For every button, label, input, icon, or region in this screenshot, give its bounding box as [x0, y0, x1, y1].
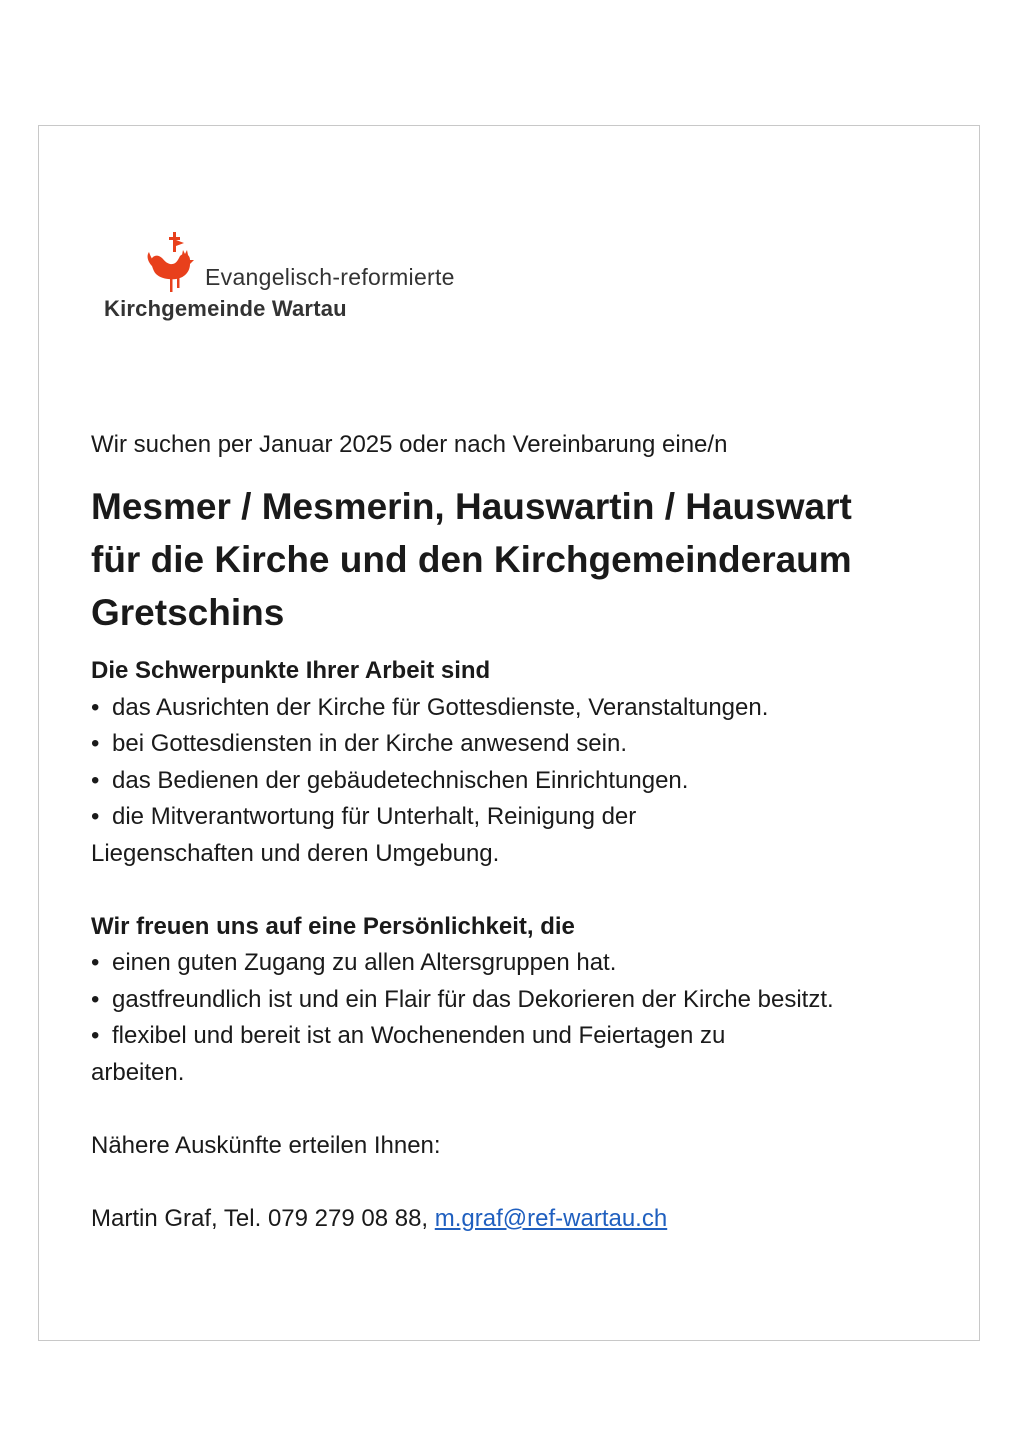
bullet-icon: • [91, 803, 100, 830]
rooster-cross-icon [146, 230, 206, 294]
job-title-line3: Gretschins [91, 592, 285, 633]
contact-line [91, 1201, 951, 1238]
list-item: • das Ausrichten der Kirche für Gottesdienste, Veranstaltungen. [91, 690, 951, 727]
contact-name-phone: Martin Graf, Tel. 079 279 08 88, [91, 1204, 429, 1232]
list-item: • die Mitverantwortung für Unterhalt, Reinigung der Liegenschaften und deren Umgebung. [91, 799, 731, 872]
focus-heading: Die Schwerpunkte Ihrer Arbeit sind [91, 657, 491, 684]
bullet-icon: • [91, 693, 100, 721]
list-item: • einen guten Zugang zu allen Altersgruppen hat. [91, 945, 951, 982]
job-title [91, 480, 951, 639]
bullet-icon: • [91, 949, 100, 976]
list-item: • bei Gottesdiensten in der Kirche anwesend sein. [91, 726, 951, 763]
job-posting [91, 428, 951, 1237]
info-text: Nähere Auskünfte erteilen Ihnen: [91, 1131, 441, 1159]
bullet-icon: • [91, 730, 100, 757]
bullet-icon: • [91, 1022, 100, 1049]
contact-email-link[interactable]: m.graf@ref-wartau.ch [434, 1204, 668, 1232]
job-title-line2: für die Kirche und den Kirchgemeinderaum [91, 539, 852, 580]
bullet-icon: • [91, 985, 100, 1013]
list-item: • flexibel und bereit ist an Wochenenden und Feiertagen zu arbeiten. [91, 1018, 811, 1091]
church-logo [104, 230, 484, 325]
personality-heading: Wir freuen uns auf eine Persönlichkeit, die [91, 912, 575, 940]
list-item: • gastfreundlich ist und ein Flair für das Dekorieren der Kirche besitzt. [91, 982, 841, 1019]
logo-text-line2: Kirchgemeinde Wartau [104, 296, 347, 321]
list-item: • das Bedienen der gebäudetechnischen Einrichtungen. [91, 763, 951, 800]
bullet-icon: • [91, 766, 100, 794]
logo-text-line1: Evangelisch-reformierte [205, 264, 455, 290]
job-title-line1: Mesmer / Mesmerin, Hauswartin / Hauswart [91, 486, 852, 527]
intro-text: Wir suchen per Januar 2025 oder nach Vereinbarung eine/n [91, 431, 728, 458]
focus-list [91, 690, 951, 873]
personality-list [91, 945, 951, 1091]
